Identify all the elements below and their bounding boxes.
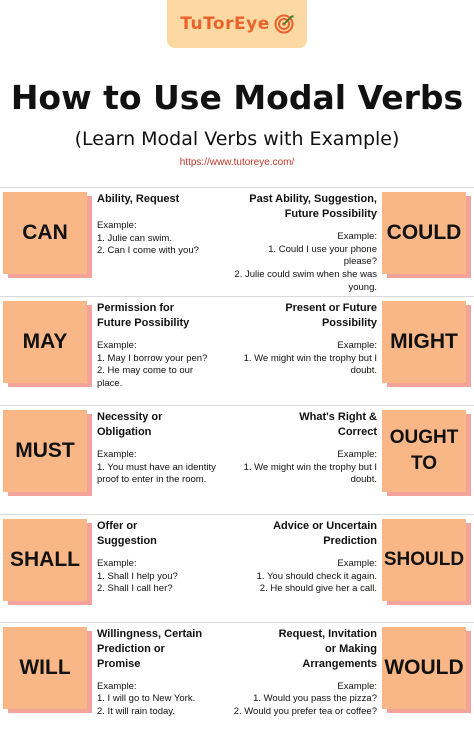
heading-line: Advice or Uncertain <box>273 520 377 532</box>
example-sentence: 1. Julie can swim. <box>97 232 172 244</box>
right-verb-label <box>390 425 459 476</box>
example-sentence: 2. It will rain today. <box>97 706 175 718</box>
right-usage-block <box>233 301 377 378</box>
example-sentence: 1. Would you pass the pizza? <box>253 693 377 705</box>
heading-line: Request, Invitation <box>278 628 377 640</box>
left-usage-block <box>97 627 241 719</box>
left-usage-block <box>97 410 241 487</box>
heading-line: Prediction or <box>97 642 165 655</box>
heading-line: Correct <box>337 425 377 438</box>
heading-line: Ability, Request <box>97 193 180 205</box>
row-divider <box>0 514 474 515</box>
example-sentence: 2. Can I come with you? <box>97 245 199 257</box>
right-usage-heading <box>233 519 377 549</box>
right-usage-block <box>233 410 377 487</box>
example-sentence: 2. Would you prefer tea or coffee? <box>233 706 377 718</box>
example-label: Example: <box>97 448 137 460</box>
left-verb-tile: WILL <box>3 627 87 709</box>
example-sentence: 1. We might win the trophy but I <box>243 461 377 473</box>
example-label: Example: <box>337 557 377 569</box>
heading-line: Present or Future <box>285 302 377 314</box>
left-usage-heading <box>97 410 241 440</box>
example-sentence: 1. We might win the trophy but I <box>243 352 377 364</box>
right-verb-line: TO <box>410 453 438 474</box>
right-verb-line: WOULD <box>384 655 464 679</box>
heading-line: Future Possibility <box>97 316 190 329</box>
right-usage-heading <box>233 192 377 222</box>
left-verb-tile: MUST <box>3 410 87 492</box>
right-usage-block <box>233 192 377 295</box>
row-divider <box>0 296 474 297</box>
heading-line: Permission for <box>97 302 175 314</box>
example-sentence: 1. You should check it again. <box>256 570 377 582</box>
right-verb-label <box>384 547 464 573</box>
example-sentence: 1. Shall I help you? <box>97 570 178 582</box>
left-usage-heading <box>97 301 241 331</box>
left-usage-block <box>97 301 241 391</box>
left-usage-heading <box>97 519 241 549</box>
modal-verb-row <box>0 192 474 292</box>
right-verb-label <box>387 219 462 247</box>
right-verb-tile <box>382 519 466 601</box>
left-verb-tile: CAN <box>3 192 87 274</box>
heading-line: Willingness, Certain <box>97 628 203 640</box>
heading-line: Possibility <box>321 316 377 329</box>
example-sentence: doubt. <box>350 365 377 377</box>
left-usage-heading <box>97 192 241 207</box>
heading-line: Arrangements <box>302 657 377 670</box>
left-verb-tile: SHALL <box>3 519 87 601</box>
page-subtitle: (Learn Modal Verbs with Example) <box>74 128 400 150</box>
example-label: Example: <box>337 448 377 460</box>
example-sentence: 1. You must have an identity <box>97 461 216 473</box>
example-sentence: 1. Could I use your phone please? <box>268 243 377 268</box>
right-verb-label <box>384 654 463 682</box>
example-label: Example: <box>337 680 377 692</box>
heading-line: Prediction <box>323 534 377 547</box>
example-sentence: place. <box>97 378 123 390</box>
modal-verb-row <box>0 519 474 619</box>
example-sentence: proof to enter in the room. <box>97 474 207 486</box>
right-verb-line: COULD <box>386 220 462 244</box>
right-verb-line: OUGHT <box>389 427 459 449</box>
example-label: Example: <box>337 339 377 351</box>
modal-verb-row <box>0 627 474 727</box>
right-verb-line: MIGHT <box>390 329 458 353</box>
example-sentence: 1. I will go to New York. <box>97 693 196 705</box>
right-usage-heading <box>233 301 377 331</box>
brand-name: TuTorEye <box>180 14 270 34</box>
heading-line: Suggestion <box>97 534 157 547</box>
example-label: Example: <box>97 339 137 351</box>
heading-line: Promise <box>97 657 141 670</box>
example-label: Example: <box>97 680 137 692</box>
left-usage-block <box>97 192 241 258</box>
right-verb-line: SHOULD <box>383 549 465 571</box>
right-usage-heading <box>233 627 377 672</box>
website-link[interactable]: https://www.tutoreye.com/ <box>179 157 295 168</box>
row-divider <box>0 187 474 188</box>
brand-logo <box>167 0 307 48</box>
right-verb-tile <box>382 301 466 383</box>
right-verb-label <box>390 328 458 356</box>
heading-line: Future Possibility <box>284 207 377 220</box>
modal-verb-row <box>0 410 474 510</box>
example-sentence: 1. May I borrow your pen? <box>97 352 208 364</box>
right-verb-tile <box>382 192 466 274</box>
right-usage-block <box>233 627 377 719</box>
right-usage-heading <box>233 410 377 440</box>
heading-line: Offer or <box>97 520 138 532</box>
right-verb-tile <box>382 410 466 492</box>
modal-verb-row <box>0 301 474 401</box>
example-label: Example: <box>97 219 137 231</box>
row-divider <box>0 622 474 623</box>
example-sentence: 2. He should give her a call. <box>259 583 377 595</box>
heading-line: What's Right & <box>299 411 377 423</box>
example-sentence: 2. Shall I call her? <box>97 583 173 595</box>
right-usage-block <box>233 519 377 596</box>
left-usage-heading <box>97 627 241 672</box>
heading-line: Obligation <box>97 425 152 438</box>
heading-line: or Making <box>325 642 377 655</box>
page-title: How to Use Modal Verbs <box>10 78 464 117</box>
heading-line: Past Ability, Suggestion, <box>249 193 377 205</box>
heading-line: Necessity or <box>97 411 163 423</box>
row-divider <box>0 405 474 406</box>
target-icon <box>274 14 294 34</box>
example-sentence: young. <box>348 281 377 293</box>
left-usage-block <box>97 519 241 596</box>
example-label: Example: <box>337 230 377 242</box>
example-sentence: 2. He may come to our <box>97 365 194 377</box>
example-label: Example: <box>97 557 137 569</box>
right-verb-tile <box>382 627 466 709</box>
example-sentence: 2. Julie could swim when she was <box>234 269 377 281</box>
left-verb-tile: MAY <box>3 301 87 383</box>
example-sentence: doubt. <box>350 474 377 486</box>
